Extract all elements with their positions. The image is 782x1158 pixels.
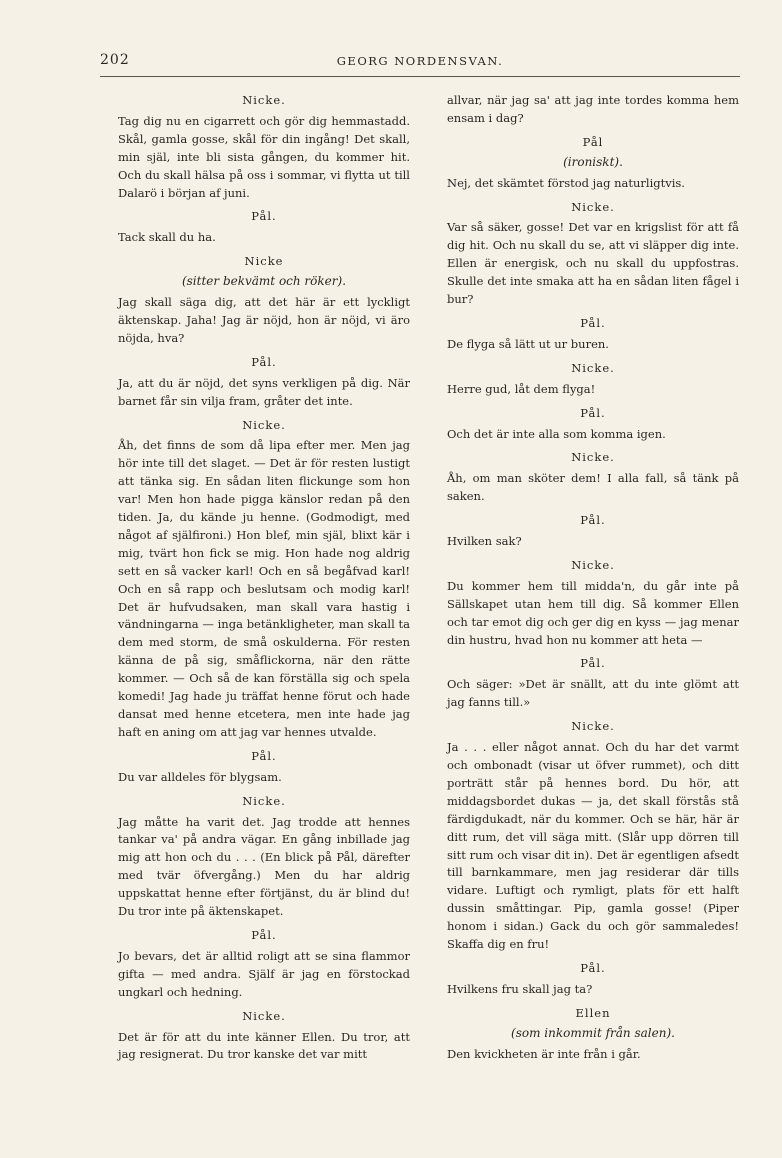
dialogue-paragraph: Den kvickheten är inte från i går. [447, 1046, 641, 1061]
dialogue-paragraph: Jag skall säga dig, att det här är ett lyckligt äktenskap. Jaha! Jag är nöjd, hon är nöjd, vi äro nöjda, hva? [118, 295, 410, 345]
dialogue-paragraph: Jo bevars, det är alltid roligt att se sina flammor gifta — med andra. Själf är jag en förstockad ungkarl och hedning. [118, 948, 410, 999]
speaker-name: Nicke. [571, 719, 615, 734]
dialogue-paragraph: Och det är inte alla som komma igen. [447, 426, 666, 441]
continued-paragraph: allvar, när jag sa' att jag inte tordes komma hem ensam i dag? [447, 93, 739, 125]
dialogue-paragraph: Ja . . . eller något annat. Och du har det varmt och ombonadt (visar ut öfver rummet), och ditt porträtt står på hennes bord. Du hör, att middagsbordet dukas — ja, det skall förstås stå färdigdukadt, när du kommer. Och se här, här är ditt rum, det vill säga mitt. (Slår upp dörren till sitt rum och visar dit in). Det är egentligen afsedt till barnkammare, men jag residerar där tills vidare. Luftigt och rymligt, plats för ett halft dussin småttingar. Pip, gamla gosse! (Piper honom i sidan.) Gack du och gör sammaledes! Skaffa dig en fru! [447, 740, 739, 952]
dialogue-paragraph: Hvilken sak? [447, 534, 522, 549]
speaker-name: Pål. [580, 513, 606, 528]
speaker-name: Pål. [580, 656, 606, 671]
dialogue-paragraph: Jag måtte ha varit det. Jag trodde att hennes tankar va' på andra vägar. En gång inbillade jag mig att hon och du . . . (En blick på Pål, därefter med tvär öfvergång.) Men du har aldrig uppskattat henne efter förtjänst, du är blind du! Du tror inte på äktenskapet. [118, 814, 410, 919]
speaker-name: Pål. [580, 315, 606, 330]
dialogue-paragraph: Tack skall du ha. [118, 230, 216, 245]
page-header [100, 52, 740, 74]
dialogue-paragraph: Tag dig nu en cigarrett och gör dig hemmastadd. Skål, gamla gosse, skål för din ingång! Det skall, min själ, inte bli sista gången, du kommer hit. Och du skall hälsa på oss i sommar, vi flytta ut till Dalarö i början af juni. [118, 113, 410, 200]
speaker-name: Ellen [575, 1005, 611, 1020]
dialogue-paragraph: Du kommer hem till midda'n, du går inte på Sällskapet utan hem till dig. Så kommer Ellen och tar emot dig och ger dig en kyss — jag menar din hustru, hvad hon nu kommer att heta — [447, 578, 739, 647]
speaker-name: Nicke. [242, 417, 286, 432]
dialogue-paragraph: Och säger: »Det är snällt, att du inte glömt att jag fanns till.» [447, 677, 739, 710]
right-column [447, 92, 739, 1066]
speaker-name: Nicke. [242, 1008, 286, 1023]
speaker-name: Nicke. [571, 199, 615, 214]
stage-direction: (som inkommit från salen). [511, 1025, 675, 1040]
left-column [118, 92, 410, 1066]
speaker-name: Pål. [251, 354, 277, 369]
stage-direction: (ironiskt). [563, 154, 623, 169]
speaker-name: Nicke. [242, 93, 286, 107]
dialogue-paragraph: Var så säker, gosse! Det var en krigslist för att få dig hit. Och nu skall du se, att vi släpper dig inte. Ellen är energisk, och nu skall du uppfostras. Skulle det inte smaka att ha en sådan liten fågel i bur? [447, 220, 739, 307]
speaker-name: Pål. [580, 960, 606, 975]
page-number: 202 [100, 52, 130, 68]
dialogue-paragraph: Ja, att du är nöjd, det syns verkligen på dig. När barnet får sin vilja fram, gråter det inte. [118, 375, 410, 408]
speaker-name: Nicke. [571, 557, 615, 572]
dialogue-paragraph: Det är för att du inte känner Ellen. Du tror, att jag resignerat. Du tror kanske det var mitt [118, 1029, 410, 1062]
speaker-name: Pål. [251, 748, 277, 763]
speaker-name: Nicke. [242, 793, 286, 808]
speaker-name: Nicke. [571, 450, 615, 465]
speaker-name: Pål. [580, 405, 606, 420]
stage-direction: (sitter bekvämt och röker). [181, 274, 347, 289]
dialogue-paragraph: Nej, det skämtet förstod jag naturligtvis. [447, 175, 685, 190]
speaker-name: Pål. [251, 927, 277, 942]
dialogue-paragraph: Herre gud, låt dem flyga! [447, 381, 596, 396]
dialogue-paragraph: Åh, om man sköter dem! I alla fall, så tänk på saken. [447, 471, 739, 504]
dialogue-paragraph: Du var alldeles för blygsam. [118, 769, 282, 784]
dialogue-paragraph: De flyga så lätt ut ur buren. [447, 336, 609, 351]
speaker-name: Pål [582, 134, 604, 149]
dialogue-paragraph: Hvilkens fru skall jag ta? [447, 981, 593, 996]
running-head: GEORG NORDENSVAN. [336, 54, 504, 68]
speaker-name: Nicke [244, 254, 284, 269]
dialogue-paragraph: Åh, det finns de som då lipa efter mer. Men jag hör inte till det slaget. — Det är för resten lustigt att tänka sig. En sådan liten flickunge som hon var! Men hon hade pigga känslor redan på den tiden. Ja, du kände ju henne. (Godmodigt, med något af själfironi.) Hon blef, min själ, blixt kär i mig, tvärt hon fick se mig. Hon hade nog aldrig sett en så vacker karl! Och en så begåfvad karl! Och en så rapp och beslutsam och modig karl! Det är hufvudsaken, man skall vara hastig i vändningarna — inga betänkligheter, man skall ta dem med storm, de små oskulderna. För resten känna de på sig, småflickorna, när den rätte kommer. — Och så de kan förställa sig och spela komedi! Jag hade ju träffat henne förut och hade dansat med henne etcetera, men inte hade jag haft en aning om att jag var hennes utvalde. [118, 438, 410, 739]
speaker-name: Nicke. [571, 360, 615, 375]
header-rule [100, 76, 740, 77]
speaker-name: Pål. [251, 209, 277, 224]
